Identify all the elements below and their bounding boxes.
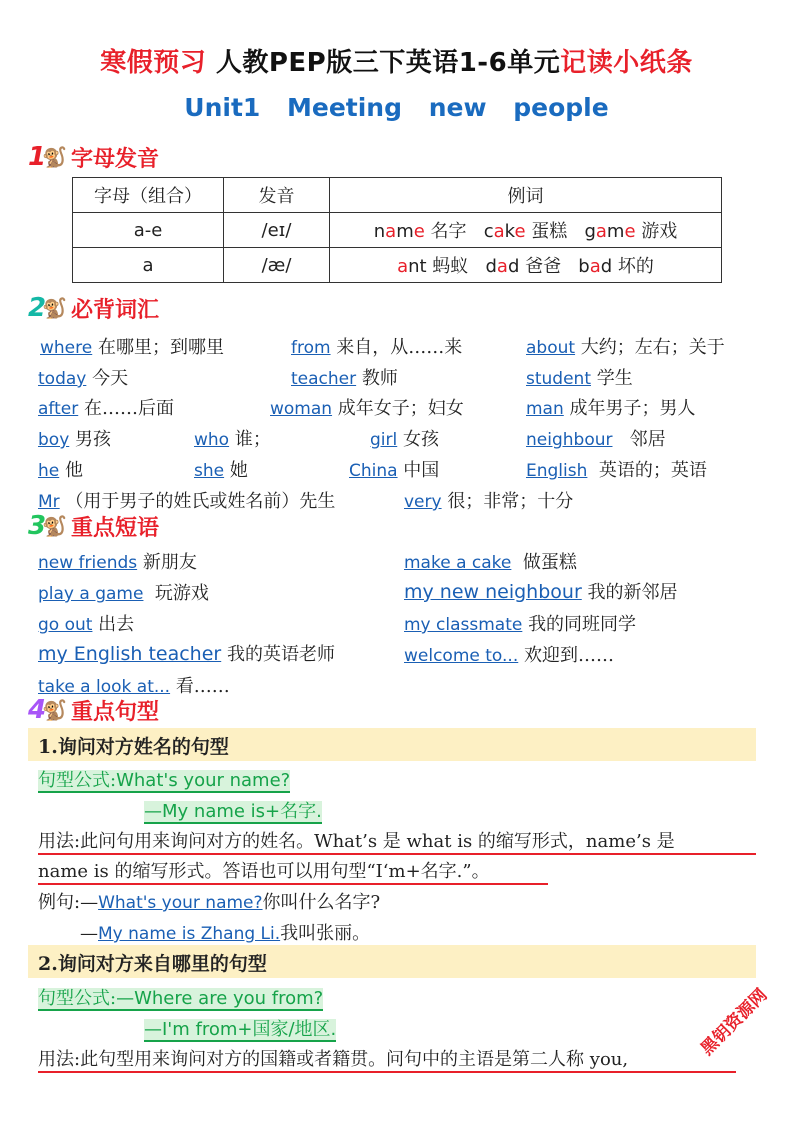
list-item: man 成年男子；男人 — [526, 398, 696, 419]
list-item: go out 出去 — [38, 614, 135, 635]
list-item: neighbour 邻居 — [526, 429, 666, 450]
list-item: about 大约；左右；关于 — [526, 337, 725, 358]
example-meaning: 名字 — [430, 221, 467, 242]
column-header: 字母（组合） — [73, 178, 224, 213]
section-header-1 — [28, 141, 159, 173]
section-number: 4 — [28, 695, 47, 725]
table-row — [73, 248, 722, 283]
examples-cell — [330, 213, 722, 248]
list-item: from 来自，从……来 — [291, 337, 463, 358]
example-word: name — [373, 221, 425, 242]
example-meaning: 蚂蚁 — [432, 256, 469, 277]
section-label: 重点短语 — [71, 515, 160, 541]
example-meaning: 坏的 — [617, 256, 654, 277]
pattern-heading: 1.询问对方姓名的句型 — [28, 728, 756, 761]
list-item: student 学生 — [526, 368, 633, 389]
list-item: very 很；非常；十分 — [404, 491, 574, 512]
letter-cell: a — [73, 248, 224, 283]
list-item: make a cake 做蛋糕 — [404, 552, 577, 573]
list-item: girl 女孩 — [370, 429, 439, 450]
section-number: 3 — [28, 511, 47, 541]
list-item: Mr （用于男子的姓氏或姓名前）先生 — [38, 491, 336, 512]
section-header-2 — [28, 292, 159, 324]
list-item: boy 男孩 — [38, 429, 111, 450]
pattern-formula-answer: —My name is+名字. — [144, 801, 322, 822]
section-header-3 — [28, 510, 159, 542]
usage-text: name is 的缩写形式。答语也可以用句型“I‘m+名字.”。 — [38, 857, 548, 885]
example-word: ant — [397, 256, 427, 277]
section-label: 重点句型 — [71, 699, 160, 725]
list-item: woman 成年女子；妇女 — [270, 398, 464, 419]
list-item: my classmate 我的同班同学 — [404, 614, 637, 635]
section-label: 字母发音 — [71, 146, 160, 172]
list-item: my English teacher 我的英语老师 — [38, 643, 335, 665]
letter-cell: a-e — [73, 213, 224, 248]
list-item: where 在哪里；到哪里 — [40, 337, 224, 358]
pattern-heading: 2.询问对方来自哪里的句型 — [28, 945, 756, 978]
example-word: bad — [578, 256, 613, 277]
list-item: English 英语的；英语 — [526, 460, 707, 481]
pattern-formula — [38, 766, 290, 792]
section-number: 2 — [28, 293, 47, 323]
monkey-icon: 🐒 — [42, 145, 67, 169]
monkey-icon: 🐒 — [42, 296, 67, 320]
example-sentence: —My name is Zhang Li.我叫张丽。 — [80, 923, 371, 944]
ipa-cell: /æ/ — [224, 248, 330, 283]
ipa-cell: /eɪ/ — [224, 213, 330, 248]
pattern-formula — [38, 984, 323, 1010]
list-item: who 谁； — [194, 429, 271, 450]
watermark: 黑钥资源网 — [697, 985, 772, 1060]
title-prefix: 寒假预习 — [100, 48, 207, 78]
examples-cell — [330, 248, 722, 283]
monkey-icon: 🐒 — [42, 698, 67, 722]
example-meaning: 蛋糕 — [531, 221, 568, 242]
column-header: 例词 — [330, 178, 722, 213]
title-main: 人教PEP版三下英语1-6单元 — [215, 48, 561, 78]
section-label: 必背词汇 — [71, 297, 160, 323]
usage-text: 用法:此句型用来询问对方的国籍或者籍贯。问句中的主语是第二人称 you, — [38, 1045, 736, 1073]
table-header-row — [73, 178, 722, 213]
table-row — [73, 213, 722, 248]
usage-text: 用法:此问句用来询问对方的姓名。What’s 是 what is 的缩写形式，name’s 是 — [38, 827, 756, 855]
title-suffix: 记读小纸条 — [560, 48, 693, 78]
list-item: welcome to... 欢迎到…… — [404, 645, 614, 666]
list-item: he 他 — [38, 460, 83, 481]
section-header-4 — [28, 694, 159, 726]
list-item: today 今天 — [38, 368, 129, 389]
example-word: game — [584, 221, 636, 242]
list-item: after 在……后面 — [38, 398, 174, 419]
list-item: teacher 教师 — [291, 368, 398, 389]
pattern-formula-answer: —I'm from+国家/地区. — [144, 1019, 337, 1040]
list-item: China 中国 — [349, 460, 440, 481]
formula-question: 句型公式:—Where are you from? — [38, 988, 324, 1009]
monkey-icon: 🐒 — [42, 514, 67, 538]
list-item: my new neighbour 我的新邻居 — [404, 581, 678, 603]
list-item: play a game 玩游戏 — [38, 583, 209, 604]
document-title — [0, 42, 793, 79]
example-word: dad — [485, 256, 520, 277]
example-word: cake — [483, 221, 526, 242]
formula-question: 句型公式:What's your name? — [38, 770, 291, 791]
list-item: take a look at... 看…… — [38, 676, 230, 697]
list-item: new friends 新朋友 — [38, 552, 197, 573]
unit-title: Unit1 Meeting new people — [184, 93, 609, 122]
section-number: 1 — [28, 142, 47, 172]
column-header: 发音 — [224, 178, 330, 213]
phonics-table — [72, 177, 722, 283]
example-sentence: 例句:—What's your name?你叫什么名字? — [38, 892, 381, 913]
example-meaning: 爸爸 — [525, 256, 562, 277]
example-meaning: 游戏 — [641, 221, 678, 242]
list-item: she 她 — [194, 460, 248, 481]
